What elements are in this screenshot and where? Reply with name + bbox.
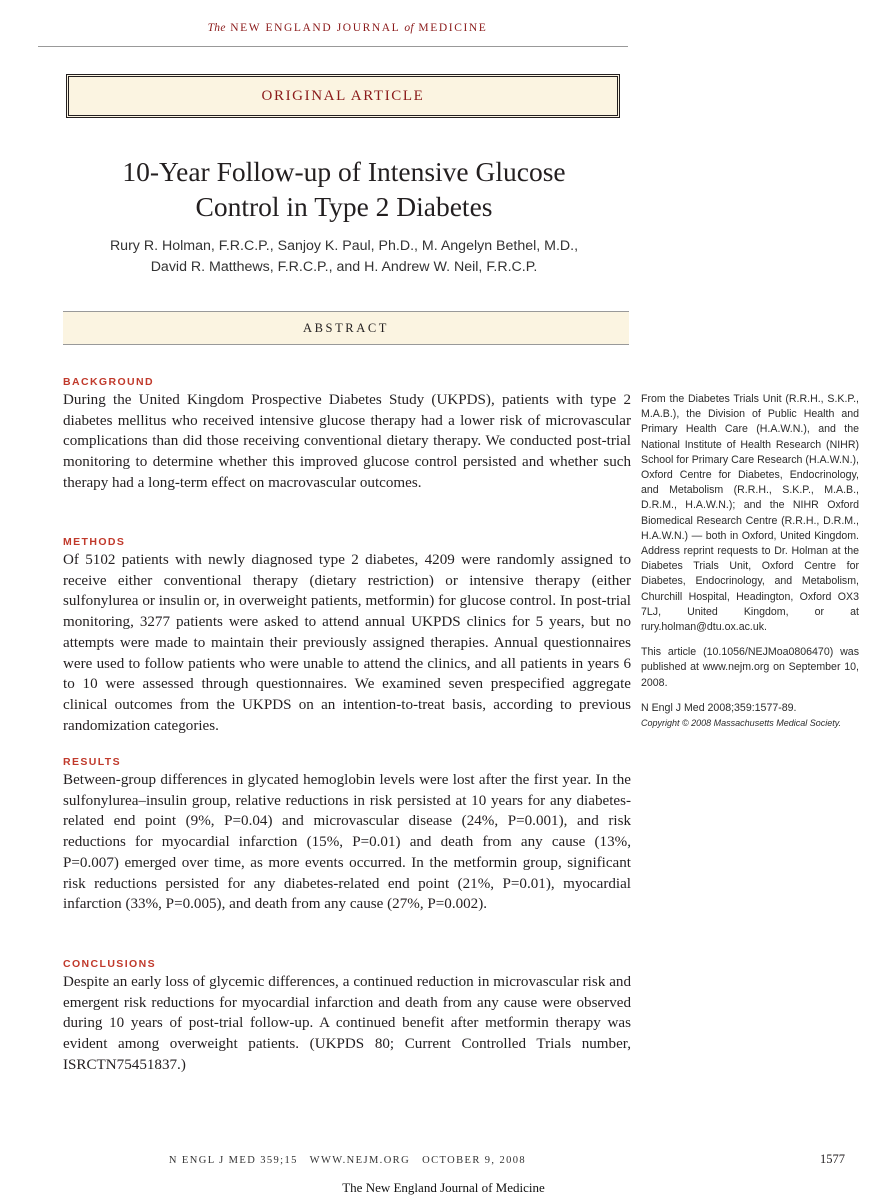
results-heading: RESULTS xyxy=(63,756,122,768)
authors-line-2: David R. Matthews, F.R.C.P., and H. Andrew W. Neil, F.R.C.P. xyxy=(150,259,538,275)
section-conclusions xyxy=(63,957,631,1076)
journal-credit: The New England Journal of Medicine xyxy=(342,1180,545,1195)
article-type-box xyxy=(66,74,620,118)
article-title xyxy=(38,154,650,224)
methods-heading: METHODS xyxy=(63,536,126,548)
results-text: Between-group differences in glycated hemoglobin levels were lost after the first year. In the sulfonylurea–insulin group, relative reductions in risk persisted at 10 years for any diabetes-related end point (9%, P=0.04) and microvascular disease (24%, P=0.001), and risk reductions for myocardial infarction (15%, P=0.01) and death from any cause (13%, P=0.007) emerged over time, as more events occurred. In the metformin group, significant risk reductions persisted for any diabetes-related end point (21%, P=0.01), myocardial infarction (33%, P=0.005), and death from any cause (27%, P=0.002). xyxy=(63,772,631,913)
copyright-text: Copyright © 2008 Massachusetts Medical Society. xyxy=(641,718,842,729)
masthead-journal: NEW ENGLAND JOURNAL xyxy=(230,22,400,34)
masthead-medicine: MEDICINE xyxy=(418,22,488,34)
header-rule xyxy=(38,46,628,47)
page-number: 1577 xyxy=(820,1152,845,1166)
author-info-sidebar xyxy=(641,392,859,731)
affiliations-text: From the Diabetes Trials Unit (R.R.H., S.K.P., M.A.B.), the Division of Public Health and Primary Health Care (H.A.W.N.), and the National Institute of Health Research (NIHR) School for Primary Care Research (H.A.W.N.), Oxford Centre for Diabetes, Endocrinology, and Metabolism (R.R.H., S.K.P., M.A.B., D.R.M., H.A.W.N.); and the NIHR Oxford Biomedical Research Centre (R.R.H., D.R.M., H.A.W.N.) — both in Oxford, United Kingdom. Address reprint requests to Dr. Holman at the Diabetes Trials Unit, Oxford Centre for Diabetes, Endocrinology, and Metabolism, Churchill Hospital, Headington, Oxford OX3 7LJ, United Kingdom, or at rury.holman@dtu.ox.ac.uk. xyxy=(641,393,859,634)
section-background xyxy=(63,375,631,494)
section-results xyxy=(63,755,631,915)
abstract-heading-band xyxy=(63,311,629,345)
title-line-2: Control in Type 2 Diabetes xyxy=(195,191,493,222)
abstract-heading: ABSTRACT xyxy=(302,320,390,335)
article-type-label: ORIGINAL ARTICLE xyxy=(261,87,425,104)
running-footer: N ENGL J MED 359;15 WWW.NEJM.ORG OCTOBER 9, 2008 xyxy=(168,1155,527,1166)
title-line-1: 10-Year Follow-up of Intensive Glucose xyxy=(122,156,566,187)
masthead-of: of xyxy=(404,22,414,34)
citation-text: N Engl J Med 2008;359:1577-89. xyxy=(641,701,797,714)
conclusions-heading: CONCLUSIONS xyxy=(63,958,156,970)
authors-line-1: Rury R. Holman, F.R.C.P., Sanjoy K. Paul, Ph.D., M. Angelyn Bethel, M.D., xyxy=(109,238,579,254)
background-text: During the United Kingdom Prospective Diabetes Study (UKPDS), patients with type 2 diabetes mellitus who received intensive glucose therapy had a lower risk of microvascular complications than did those receiving conventional dietary therapy. We conducted post-trial monitoring to determine whether this improved glucose control persisted and whether such therapy had a long-term effect on macrovascular outcomes. xyxy=(63,392,631,491)
publication-note: This article (10.1056/NEJMoa0806470) was published at www.nejm.org on September 10, 2008. xyxy=(641,646,859,689)
journal-masthead xyxy=(0,22,695,34)
conclusions-text: Despite an early loss of glycemic differences, a continued reduction in microvascular risk and emergent risk reductions for myocardial infarction and death from any cause were observed during 10 years of post-trial follow-up. A continued benefit after metformin therapy was evident among overweight patients. (UKPDS 80; Current Controlled Trials number, ISRCTN75451837.) xyxy=(63,974,631,1073)
masthead-the: The xyxy=(207,22,226,34)
section-methods xyxy=(63,535,631,736)
methods-text: Of 5102 patients with newly diagnosed type 2 diabetes, 4209 were randomly assigned to receive either conventional therapy (dietary restriction) or intensive therapy (either sulfonylurea or insulin or, in overweight patients, metformin) for glucose control. In post-trial monitoring, 3277 patients were asked to attend annual UKPDS clinics for 5 years, but no attempts were made to maintain their previously assigned therapies. Annual questionnaires were used to follow patients who were unable to attend the clinics, and all patients in years 6 to 10 were assessed through questionnaires. We examined seven prespecified aggregate clinical outcomes from the UKPDS on an intention-to-treat basis, according to previous randomization categories. xyxy=(63,552,631,734)
author-list xyxy=(38,236,650,278)
background-heading: BACKGROUND xyxy=(63,376,154,388)
